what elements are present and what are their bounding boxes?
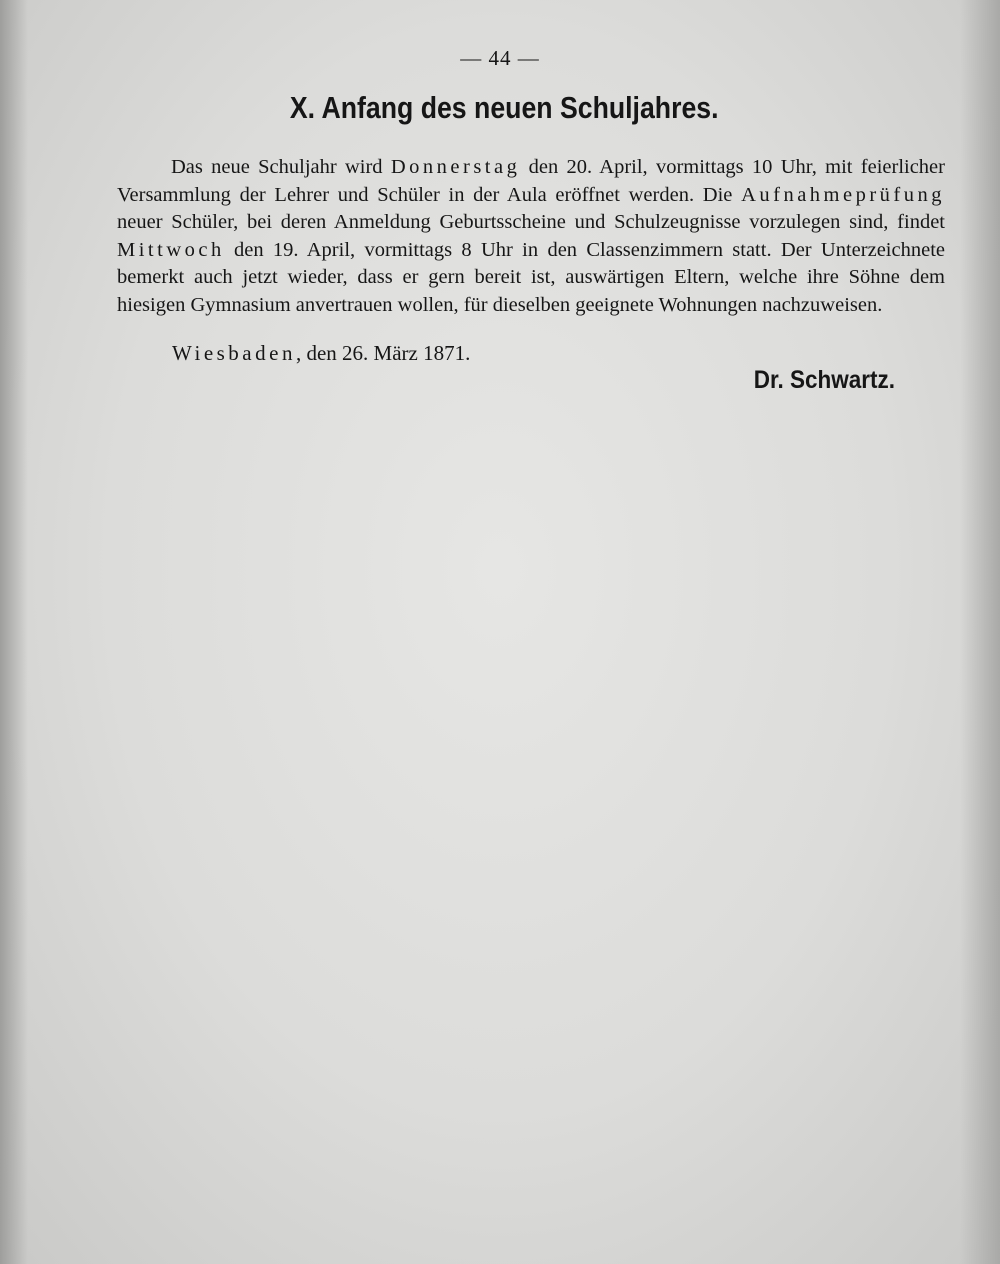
signature: Dr. Schwartz. xyxy=(753,366,895,394)
page-edge-shadow-right xyxy=(960,0,1000,1264)
body-text-part-1: Das neue Schuljahr wird xyxy=(171,156,391,178)
body-text-part-4: den 19. April, vormittags 8 Uhr in den Classenzimmern statt. Der Unterzeichnete bemerkt auch jetzt wieder, dass er gern bereit ist, auswärtigen Eltern, welche ihre Söhne dem hiesigen Gymnasium anvertrauen wollen, für dieselben geeignete Wohnungen nachzuweisen. xyxy=(117,238,945,316)
body-text-part-3: neuer Schüler, bei deren Anmeldung Geburtsscheine und Schulzeugnisse vorzulegen sind, findet xyxy=(117,211,945,234)
spaced-word-entrance-exam: Aufnahmeprüfung xyxy=(741,183,945,206)
section-title: X. Anfang des neuen Schuljahres. xyxy=(289,90,719,125)
spaced-word-thursday: Donnerstag xyxy=(390,156,521,178)
body-paragraph xyxy=(117,154,945,320)
date-text: , den 26. März 1871. xyxy=(295,341,471,365)
place-name: Wiesbaden xyxy=(172,341,296,365)
spaced-word-wednesday: Mittwoch xyxy=(117,238,225,261)
body-text-part-2: den 20. April, vormittags 10 Uhr, mit feierlicher Versammlung der Lehrer und Schüler in der Aula eröffnet werden. Die xyxy=(117,156,945,206)
place-date-line xyxy=(172,341,470,366)
page-number: — 44 — xyxy=(460,46,540,70)
page-edge-shadow-left xyxy=(0,0,28,1264)
